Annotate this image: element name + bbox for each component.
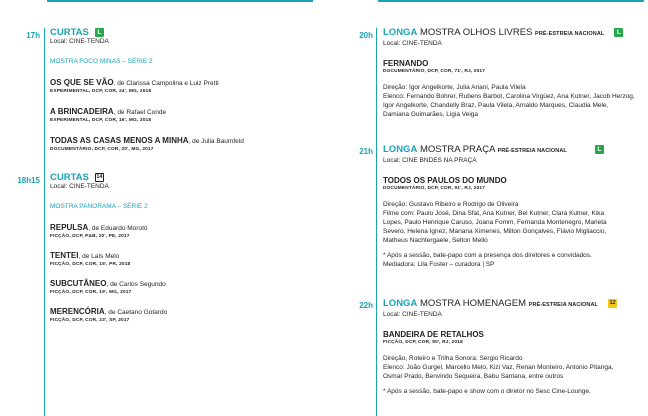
film-entry	[50, 279, 370, 296]
film-title: SUBCUTÂNEO, de Carlos Segundo	[50, 279, 166, 288]
film-credits: Direção: Gustavo Ribeiro e Rodrigo de Oliveira Filme com: Paulo José, Dina Sfat, Ana Kutner, Bel Kutner, Clara Kutner, Kika Lopes, Paulo Henrique Caruso, Joana Fomm, Fernanda Montenegro, Marieta Severo, Helena Ignez, Mariana Ximenes, Milton Gonçalves, Flávio Migliaccio, Matheus Nachtergaele, Selton Mello	[383, 201, 607, 244]
session-header	[50, 27, 370, 38]
film-director: , de Rafael Conde	[113, 109, 167, 116]
category-label: LONGA	[383, 144, 418, 155]
rating-badge-icon: L	[595, 145, 604, 154]
film-director: , de Eduardo Morotó	[88, 225, 148, 232]
venue-label: Local: CINE-TENDA	[383, 311, 442, 318]
category-label: CURTAS	[50, 27, 89, 38]
film-title: TODAS AS CASAS MENOS A MINHA, de Julia Baumfeld	[50, 136, 244, 145]
film-director: , de Caetano Gotardo	[104, 309, 168, 316]
film-title: FERNANDO	[383, 59, 429, 68]
film-meta: FICÇÃO, DCP, P&B, 20', PE, 2017	[50, 234, 130, 239]
session-block	[50, 27, 370, 153]
section-title: MOSTRA FOCO MINAS – SÉRIE 2	[50, 58, 153, 65]
section-subtitle: MOSTRA HOMENAGEM	[419, 298, 527, 309]
category-label: LONGA	[383, 298, 418, 309]
session-time: 20h	[359, 31, 373, 40]
rating-badge-icon: 12	[609, 300, 616, 306]
section-title: MOSTRA PANORAMA – SÉRIE 2	[50, 203, 148, 210]
session-block	[383, 27, 645, 119]
session-notes: * Após a sessão, bate-papo e show com o diretor no Sesc Cine-Lounge.	[383, 388, 591, 395]
film-director: , de Julia Baumfeld	[188, 138, 244, 145]
film-entry	[50, 107, 370, 124]
film-entry	[50, 223, 370, 240]
category-label: LONGA	[383, 27, 418, 38]
session-notes: * Após a sessão, bate-papo com a presença dos diretores e convidados. Mediadora: Lila Foster – curadora | SP	[383, 252, 592, 268]
premiere-tag: PRÉ-ESTREIA NACIONAL	[535, 31, 605, 37]
film-meta: EXPERIMENTAL, DCP, COR, 24', MG, 2018	[50, 89, 152, 94]
column-rule-left	[44, 28, 45, 416]
film-entry	[50, 307, 370, 324]
film-meta: DOCUMENTÁRIO, DCP, COR, 20', MG, 2017	[50, 147, 154, 152]
film-entry	[50, 78, 370, 95]
film-title: TENTEI, de Laís Melo	[50, 251, 120, 260]
top-rule-right	[378, 0, 644, 2]
film-title: OS QUE SE VÃO, de Clarissa Campolina e Luiz Pretti	[50, 78, 219, 87]
film-title: MERENCÓRIA, de Caetano Gotardo	[50, 307, 168, 316]
session-block	[383, 144, 645, 269]
film-meta: FICÇÃO, DCP, COR, 90', RJ, 2018	[383, 340, 463, 345]
premiere-tag: PRÉ-ESTREIA NACIONAL	[497, 148, 567, 154]
film-title: REPULSA, de Eduardo Morotó	[50, 223, 148, 232]
session-block	[50, 172, 370, 324]
film-meta: DOCUMENTÁRIO, DCP, COR, 91', RJ, 2017	[383, 186, 486, 191]
film-title: TODOS OS PAULOS DO MUNDO	[383, 176, 507, 185]
session-time: 18h15	[17, 176, 40, 185]
film-director: , de Carlos Segundo	[106, 281, 166, 288]
film-title: BANDEIRA DE RETALHOS	[383, 330, 484, 339]
film-entry	[50, 136, 370, 153]
premiere-tag: PRÉ-ESTREIA NACIONAL	[528, 302, 599, 308]
film-meta: FICÇÃO, DCP, COR, 19', MG, 2017	[50, 290, 132, 295]
session-time: 21h	[359, 147, 373, 156]
column-rule-right	[376, 28, 377, 416]
film-credits: Direção, Roteiro e Trilha Sonora: Sérgio Ricardo Elenco: João Gurgel, Marcello Melo, Kizi Vaz, Renan Monteiro, Antonio Pitanga, Osmar Prado, Benvindo Sequeira, Babu Santana, entre outros	[383, 355, 614, 380]
film-director: , de Clarissa Campolina e Luiz Pretti	[113, 80, 219, 87]
film-meta: DOCUMENTÁRIO, DCP, COR, 71', RJ, 2017	[383, 69, 486, 74]
film-entry	[50, 251, 370, 268]
rating-badge-icon: L	[614, 28, 623, 37]
category-label: CURTAS	[50, 172, 89, 183]
session-header	[383, 298, 645, 311]
session-time: 22h	[359, 301, 373, 310]
session-header	[383, 27, 645, 40]
section-subtitle: MOSTRA PRAÇA	[419, 144, 495, 155]
rating-badge-icon: L	[95, 28, 104, 37]
venue-label: Local: CINE-TENDA	[383, 40, 442, 47]
film-credits: Direção: Igor Angelkorte, Julia Ariani, Paula Vilela Elenco: Fernando Bohrer, Rubens Barbot, Carolina Virgüez, Ana Kutner, Jacob Herzog, Igor Angelkorte, Chandelly Braz, Paula Vilela, Arnaldo Marques, Claudia Mele, Damiana Guimarães, Ligia Veiga	[383, 84, 635, 118]
film-meta: EXPERIMENTAL, DCP, COR, 16', MG, 2018	[50, 118, 152, 123]
film-meta: FICÇÃO, DCP, COR, 15', PR, 2018	[50, 262, 131, 267]
top-rule-left	[47, 0, 313, 2]
film-director: , de Laís Melo	[78, 253, 120, 260]
film-meta: FICÇÃO, DCP, COR, 23', SP, 2017	[50, 318, 130, 323]
venue-label: Local: CINE BNDES NA PRAÇA	[383, 157, 477, 164]
rating-badge-icon: 14	[96, 174, 103, 180]
session-header	[383, 144, 645, 157]
session-header	[50, 172, 370, 183]
film-title: A BRINCADEIRA, de Rafael Conde	[50, 107, 167, 116]
session-block	[383, 298, 645, 396]
venue-label: Local: CINE-TENDA	[50, 38, 109, 45]
session-time: 17h	[26, 31, 40, 40]
section-subtitle: MOSTRA OLHOS LIVRES	[419, 27, 533, 38]
venue-label: Local: CINE-TENDA	[50, 183, 109, 190]
